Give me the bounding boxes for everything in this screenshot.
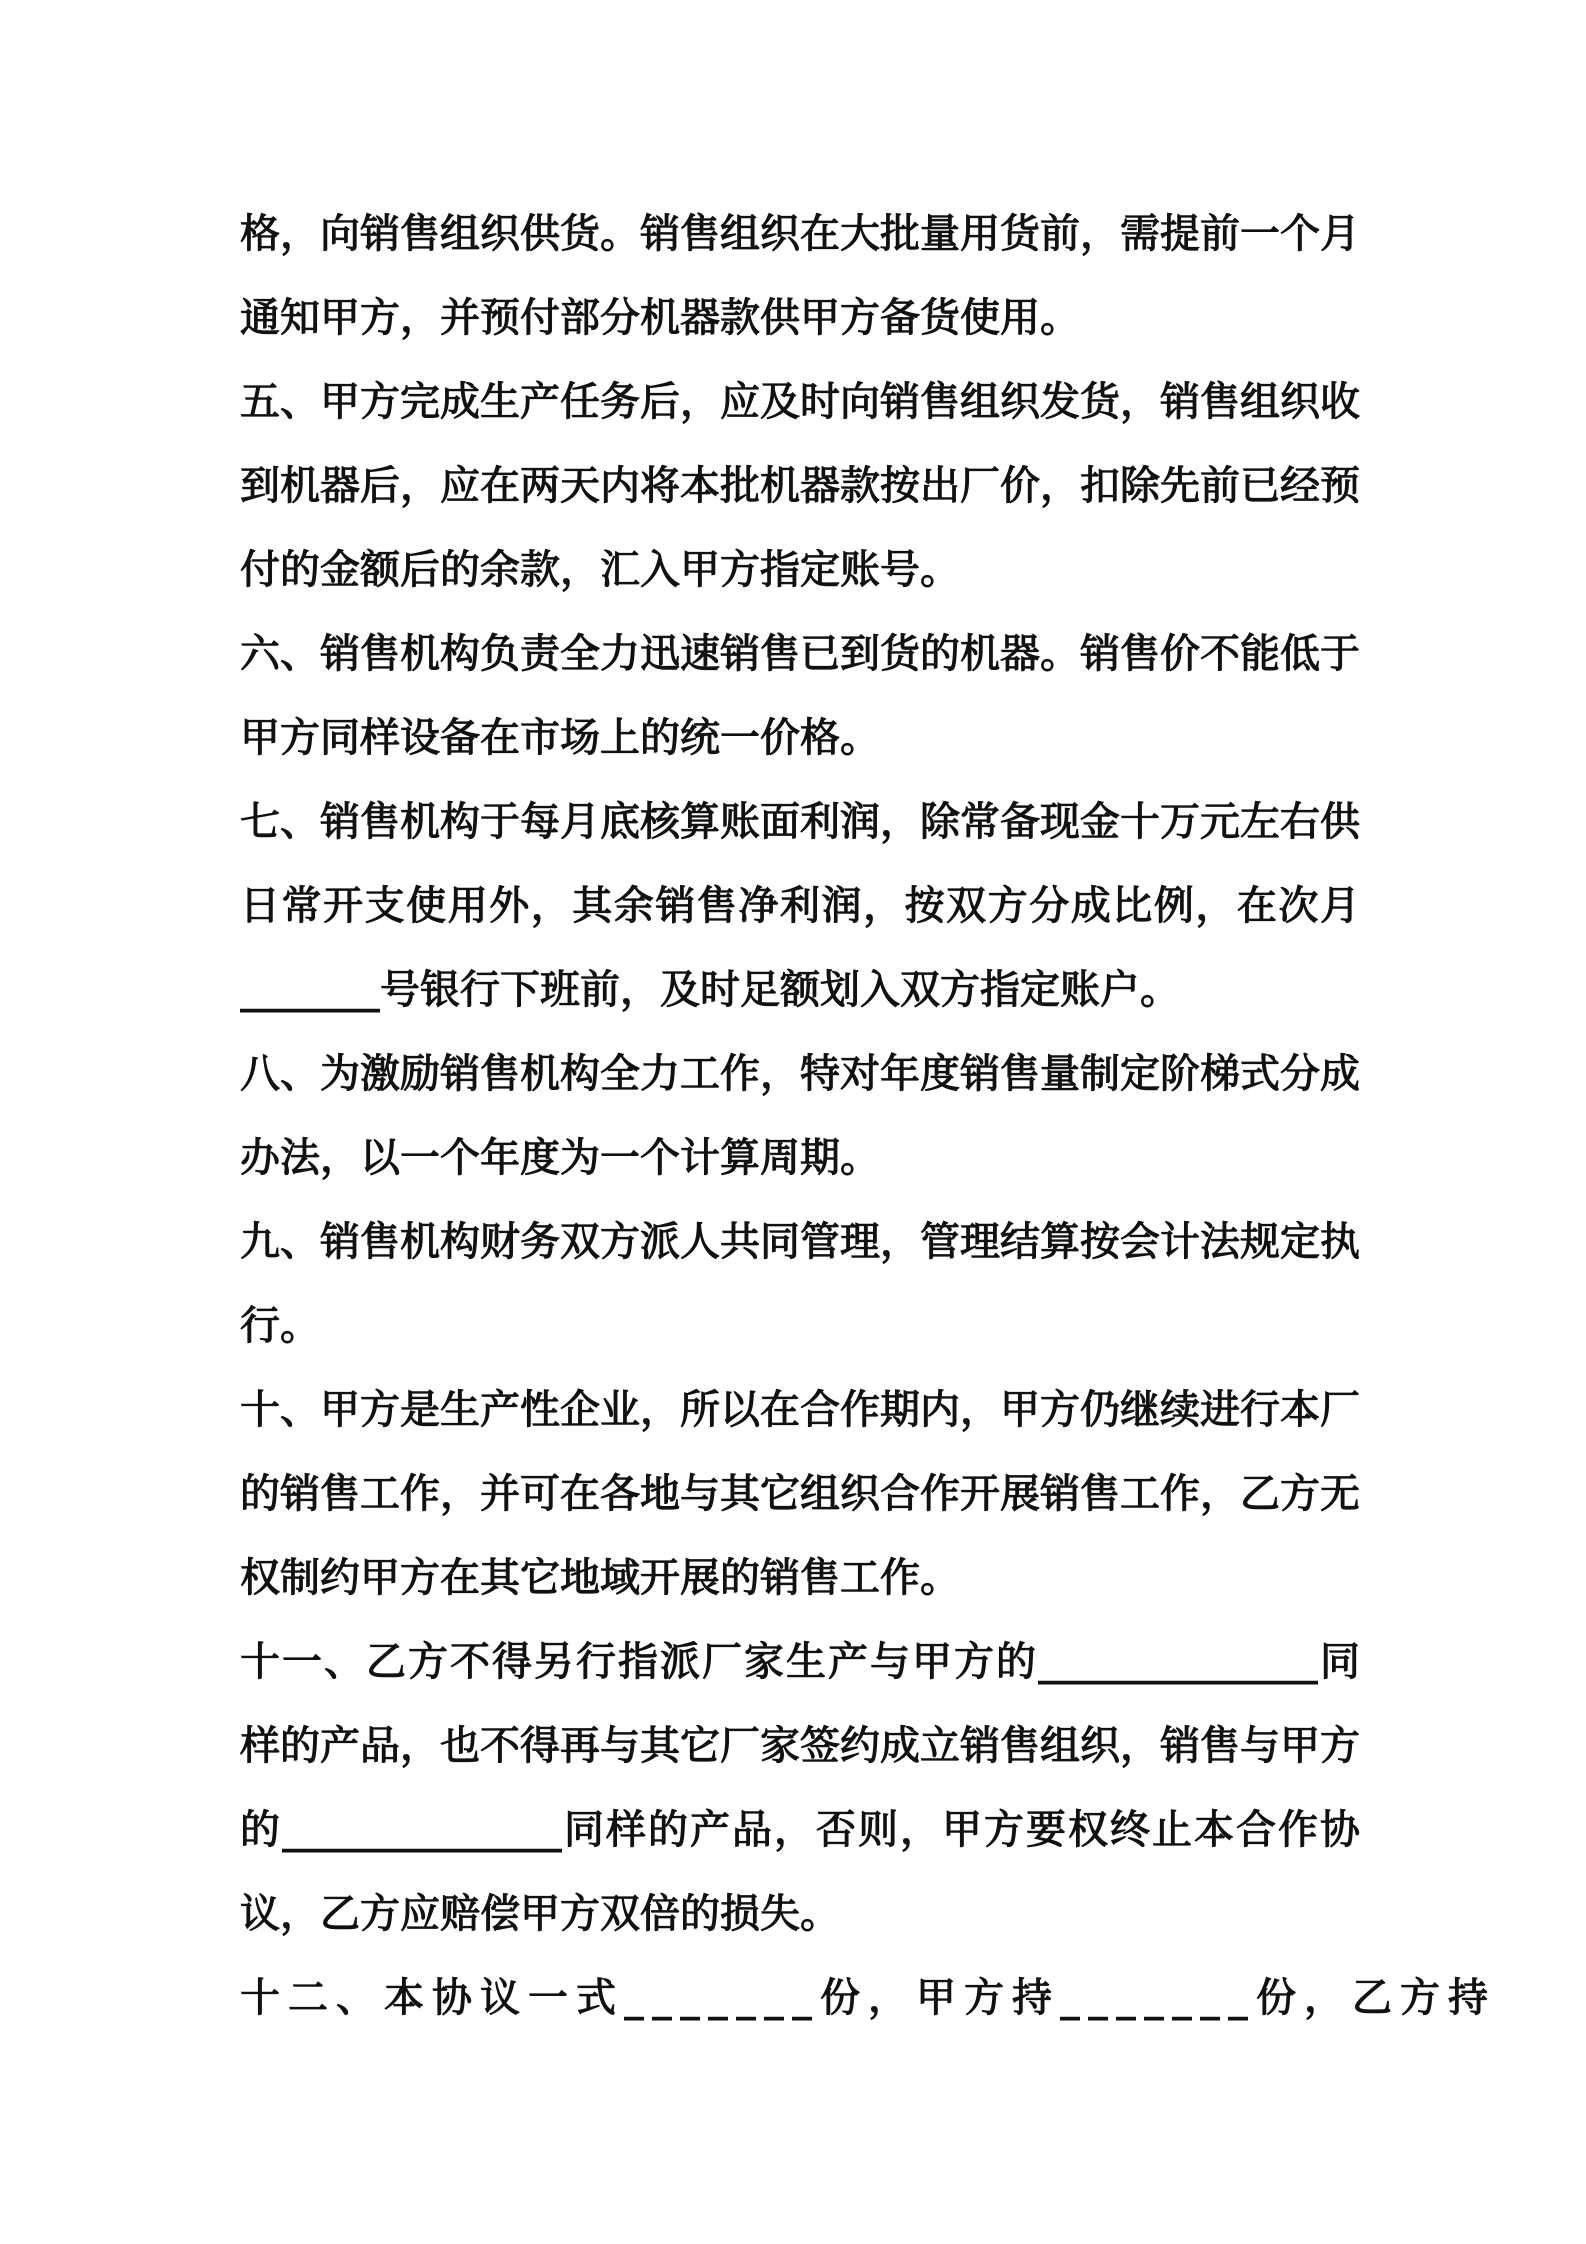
clause-6-line: 六、销售机构负责全力迅速销售已到货的机器。销售价不能低于 <box>240 631 1360 677</box>
text-line: 办法，以一个年度为一个计算周期。 <box>240 1135 880 1181</box>
text-line: 通知甲方，并预付部分机器款供甲方备货使用。 <box>240 295 1080 341</box>
clause-7-line: 七、销售机构于每月底核算账面利润，除常备现金十万元左右供 <box>240 799 1360 845</box>
clause-10-line: 十、甲方是生产性企业，所以在合作期内，甲方仍继续进行本厂 <box>240 1387 1360 1433</box>
text-line: 行。 <box>240 1303 320 1349</box>
text-line: 权制约甲方在其它地域开展的销售工作。 <box>240 1555 960 1601</box>
clause-11-line: 十一、乙方不得另行指派厂家生产与甲方的______________同 <box>240 1639 1360 1685</box>
clause-5-line: 五、甲方完成生产任务后，应及时向销售组织发货，销售组织收 <box>240 379 1360 425</box>
text-line: 格，向销售组织供货。销售组织在大批量用货前，需提前一个月 <box>240 211 1360 257</box>
clause-9-line: 九、销售机构财务双方派人共同管理，管理结算按会计法规定执 <box>240 1219 1360 1265</box>
clause-8-line: 八、为激励销售机构全力工作，特对年度销售量制定阶梯式分成 <box>240 1051 1360 1097</box>
clause-12-line: 十二、本协议一式_______份，甲方持_______份，乙方持 <box>240 1975 1496 2021</box>
text-line: 的销售工作，并可在各地与其它组织合作开展销售工作，乙方无 <box>240 1471 1360 1517</box>
text-line: 样的产品，也不得再与其它厂家签约成立销售组织，销售与甲方 <box>240 1723 1360 1769</box>
text-line: 议，乙方应赔偿甲方双倍的损失。 <box>240 1891 840 1937</box>
text-line: _______号银行下班前，及时足额划入双方指定账户。 <box>240 967 1180 1013</box>
text-line: 付的金额后的余款，汇入甲方指定账号。 <box>240 547 960 593</box>
text-line: 甲方同样设备在市场上的统一价格。 <box>240 715 880 761</box>
text-line: 的______________同样的产品，否则，甲方要权终止本合作协 <box>240 1807 1360 1853</box>
text-line: 到机器后，应在两天内将本批机器款按出厂价，扣除先前已经预 <box>240 463 1360 509</box>
text-line: 日常开支使用外，其余销售净利润，按双方分成比例，在次月 <box>240 883 1360 929</box>
